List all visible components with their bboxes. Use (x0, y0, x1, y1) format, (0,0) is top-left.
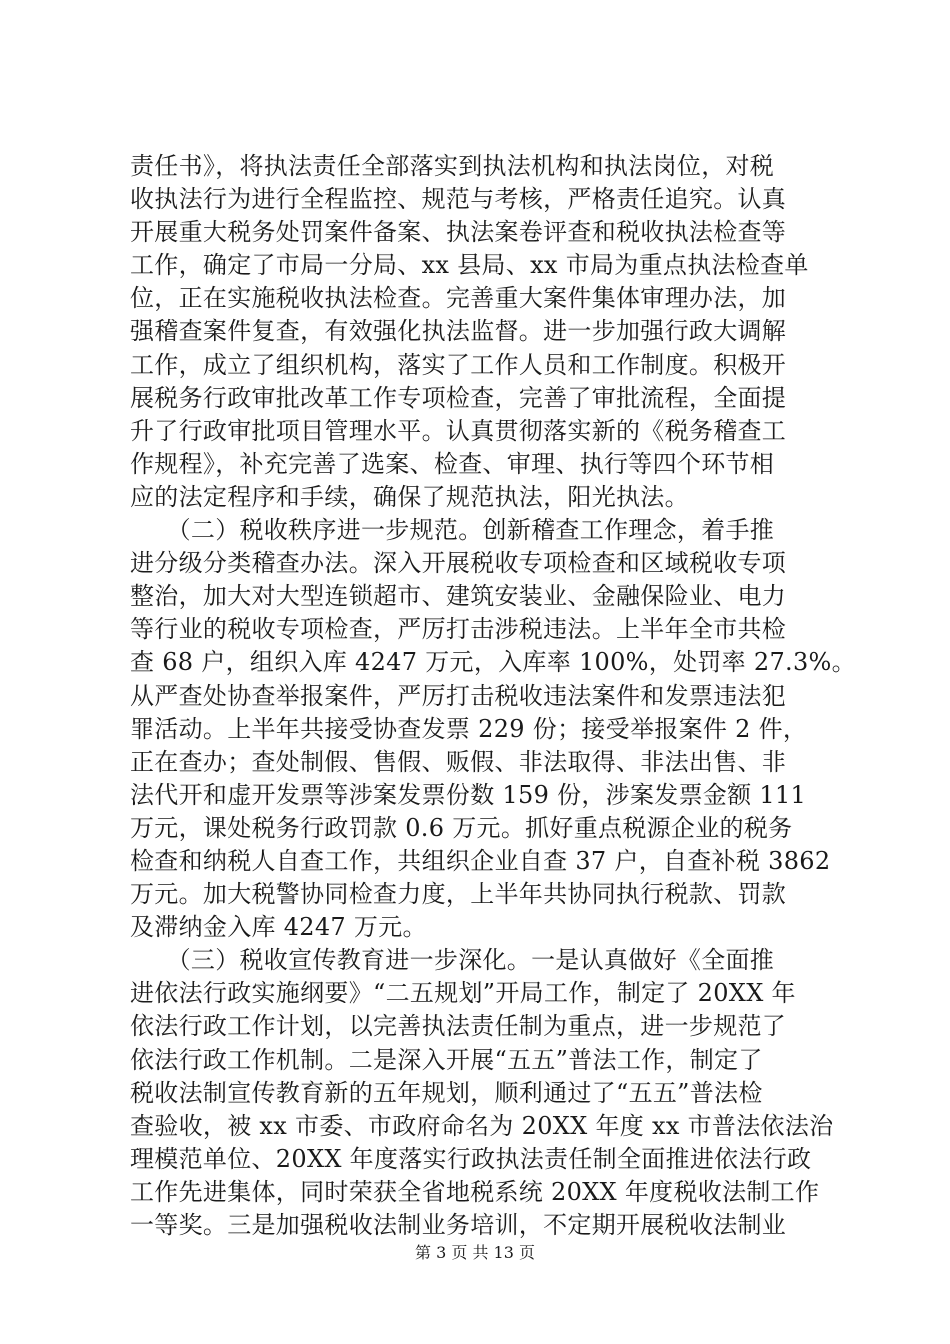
text-line: 升了行政审批项目管理水平。认真贯彻落实新的《税务稽查工 (130, 416, 787, 445)
text-line: 开展重大税务处罚案件备案、执法案卷评查和税收执法检查等 (130, 218, 787, 247)
text-line: 法代开和虚开发票等涉案发票份数 159 份，涉案发票金额 111 (130, 780, 807, 809)
page-footer: 第 3 页 共 13 页 (415, 1243, 535, 1262)
text-line: 万元，课处税务行政罚款 0.6 万元。抓好重点税源企业的税务 (130, 813, 793, 842)
text-line: 等行业的税收专项检查，严厉打击涉税违法。上半年全市共检 (130, 615, 787, 644)
text-line: 万元。加大税警协同检查力度，上半年共协同执行税款、罚款 (130, 880, 787, 909)
text-line: 工作，成立了组织机构，落实了工作人员和工作制度。积极开 (130, 350, 787, 379)
text-line: 责任书》，将执法责任全部落实到执法机构和执法岗位，对税 (130, 152, 775, 180)
text-line: 正在查办；查处制假、售假、贩假、非法取得、非法出售、非 (130, 747, 787, 776)
text-line: 作规程》，补充完善了选案、检查、审理、执行等四个环节相 (130, 449, 775, 478)
text-line: 收执法行为进行全程监控、规范与考核，严格责任追究。认真 (130, 185, 787, 214)
text-line: 从严查处协查举报案件，严厉打击税收违法案件和发票违法犯 (130, 681, 787, 710)
text-line: 查 68 户，组织入库 4247 万元，入库率 100%，处罚率 27.3%。 (130, 648, 856, 677)
text-line: 查验收，被 xx 市委、市政府命名为 20XX 年度 xx 市普法依法治 (130, 1111, 834, 1140)
text-line: 整治，加大对大型连锁超市、建筑安装业、金融保险业、电力 (130, 582, 787, 611)
text-line: 进依法行政实施纲要》“二五规划”开局工作，制定了 20XX 年 (130, 979, 796, 1008)
text-line: （三）税收宣传教育进一步深化。一是认真做好《全面推 (130, 946, 775, 975)
text-line: 依法行政工作机制。二是深入开展“五五”普法工作，制定了 (130, 1045, 763, 1074)
body-text (130, 150, 856, 1242)
text-line: 展税务行政审批改革工作专项检查，完善了审批流程，全面提 (130, 383, 787, 412)
text-line: （二）税收秩序进一步规范。创新稽查工作理念，着手推 (130, 516, 775, 545)
text-line: 位，正在实施税收执法检查。完善重大案件集体审理办法，加 (130, 284, 787, 313)
text-line: 一等奖。三是加强税收法制业务培训，不定期开展税收法制业 (130, 1211, 787, 1239)
text-line: 进分级分类稽查办法。深入开展税收专项检查和区域税收专项 (130, 549, 787, 578)
text-line: 及滞纳金入库 4247 万元。 (130, 913, 427, 942)
text-line: 检查和纳税人自查工作，共组织企业自查 37 户，自查补税 3862 (130, 846, 831, 875)
text-line: 工作先进集体，同时荣获全省地税系统 20XX 年度税收法制工作 (130, 1177, 820, 1206)
text-line: 罪活动。上半年共接受协查发票 229 份；接受举报案件 2 件， (130, 714, 808, 743)
text-line: 强稽查案件复查，有效强化执法监督。进一步加强行政大调解 (130, 317, 787, 346)
text-line: 工作，确定了市局一分局、xx 县局、xx 市局为重点执法检查单 (130, 251, 809, 280)
text-line: 税收法制宣传教育新的五年规划，顺利通过了“五五”普法检 (130, 1078, 763, 1107)
text-line: 理模范单位、20XX 年度落实行政执法责任制全面推进依法行政 (130, 1144, 812, 1173)
text-line: 依法行政工作计划，以完善执法责任制为重点，进一步规范了 (130, 1012, 787, 1041)
text-line: 应的法定程序和手续，确保了规范执法，阳光执法。 (130, 482, 689, 511)
